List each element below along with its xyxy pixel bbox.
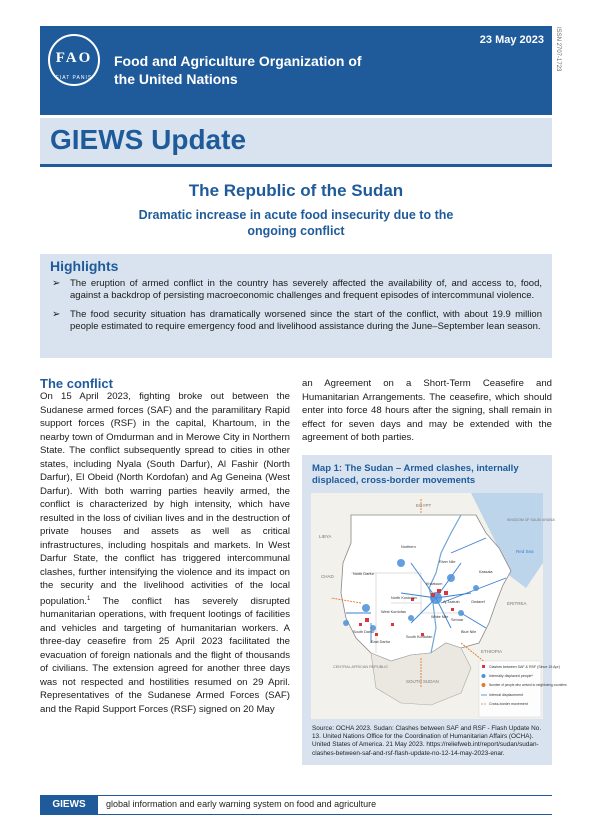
footer-tag: GIEWS (40, 796, 98, 814)
label-chad: CHAD (321, 574, 334, 579)
label-car: CENTRAL AFRICAN REPUBLIC (333, 665, 389, 669)
label-khartoum: Khartoum (426, 582, 443, 586)
label-eritrea: ERITREA (507, 601, 527, 606)
highlights-list (52, 278, 542, 340)
label-ethiopia: ETHIOPIA (481, 649, 503, 654)
label-south-sudan: SOUTH SUDAN (406, 679, 439, 684)
body-column-left: On 15 April 2023, fighting broke out between the Sudanese armed forces (SAF) and the paramilitary Rapid support forces (RSF) in the capital, Khartoum, in the nearby town of Omdurman and in Merowe City in Northern State. The conflict subsequently spread to cities in other states, including Nyala (South Darfur), Al Fashir (North Darfur), El Obeid (North Kordofan) and Ag Geneina (West Darfur). With both warring parties heavily armed, the conflict is characterized by high intensity, which have resulted in the loss of civilian lives and in the destruction of private houses and assets as well as critical infrastructures, including hospitals and markets. In West Darfur State, the conflict has triggered intercommunal clashes, further intensifying the violence and its impact on the security and the livelihood activities of the local population.$^1$ The conflict has severely disrupted humanitarian operations, with frequent lootings of facilities and vehicles and targeting of humanitarian workers. A three-day ceasefire from 25 April 2023 facilitated the evacuation of foreign nationals and the flight of thousands of civilians. The extension agreed for another three days was not respected and hostilities resumed on 29 April. Representatives of the Sudanese Armed Forces (SAF) and the Rapid Support Forces (RSF) signed on 20 May (40, 391, 290, 715)
footnote-marker: 1 (86, 595, 91, 602)
legend-clashes: Clashes between SAF & RSF (Since 15 Apr) (489, 665, 560, 669)
footer-description: global information and early warning system on food and agriculture (106, 799, 377, 809)
arrow-bullet-icon: ➢ (52, 309, 61, 320)
map-title: Map 1: The Sudan – Armed clashes, internally displaced, cross-border movements (312, 463, 519, 486)
label-blue-nile: Blue Nile (461, 630, 477, 634)
label-north-kordofan: North Kordofan (391, 596, 417, 600)
issn-number: ISSN 2707-1723 (555, 27, 561, 72)
footer-band (40, 795, 552, 815)
sudan-map (311, 493, 567, 719)
organization-name: Food and Agriculture Organization of the United Nations (114, 53, 362, 87)
highlights-box (40, 254, 552, 358)
arrow-bullet-icon: ➢ (52, 278, 61, 289)
fao-logo-motto: FIAT PANIS (55, 75, 93, 81)
header-band (40, 26, 552, 115)
fao-logo (48, 34, 100, 86)
label-north-darfur: North Darfur (353, 572, 374, 576)
legend-cross-border: Cross-border movement (489, 702, 528, 706)
series-title: GIEWS Update (50, 124, 247, 155)
legend-arrivals: Number of people who arrived to neighboring countries (489, 683, 567, 687)
label-sennar: Sennar (451, 618, 464, 622)
label-egypt: EGYPT (416, 503, 432, 508)
label-south-kordofan: South Kordofan (406, 635, 433, 639)
series-title-band (40, 118, 552, 167)
label-northern: Northern (401, 545, 416, 549)
label-river-nile: River Nile (439, 560, 456, 564)
label-west-kordofan: West Kordofan (381, 610, 407, 614)
label-saudi-arabia: KINGDOM OF SAUDI ARABIA (507, 518, 555, 522)
body-column-right: an Agreement on a Short-Term Ceasefire and Humanitarian Arrangements. The ceasefire, which should enter into force 48 hours after the signing, shall remain in effect for seven days and may be extended with the agreement of both parties. (302, 378, 552, 443)
legend-internal: Internal displacement (489, 693, 524, 697)
label-white-nile: White Nile (431, 615, 449, 619)
report-title: The Republic of the Sudan (188, 181, 404, 200)
label-aj-jazirah: Aj Jazirah (443, 600, 460, 604)
label-south-darfur: South Darfur (353, 630, 375, 634)
highlights-heading: Highlights (50, 258, 119, 274)
label-gedaref: Gedaref (471, 600, 485, 604)
publication-date: 23 May 2023 (479, 34, 544, 46)
highlight-item: ➢ The food security situation has dramatically worsened since the start of the conflict, with about 19.9 million people estimated to require emergency food and livelihood assistance during the June–September lean season. (52, 309, 542, 332)
label-kassala: Kassala (479, 570, 493, 574)
label-libya: LIBYA (319, 534, 332, 539)
label-east-darfur: East Darfur (371, 640, 391, 644)
label-red-sea: Red Sea (516, 549, 534, 554)
map-source: Source: OCHA 2023. Sudan: Clashes between SAF and RSF - Flash Update No. 13. United Nations Office for the Coordination of Humanitarian Affairs (OCHA). United States of America. 21 May 2023. https://reliefweb.int/report/sudan/sudan-clashes-between-saf-and-rsf-flash-update-no-12-14-may-2023-enar. (312, 725, 542, 757)
report-subtitle: Dramatic increase in acute food insecurity due to the ongoing conflict (138, 208, 454, 238)
highlight-item: ➢ The eruption of armed conflict in the country has severely affected the availability of, and access to, food, against a backdrop of persisting macroeconomic challenges and frequent episodes of intercommunal violence. (52, 278, 542, 301)
section-heading: The conflict (40, 376, 113, 391)
fao-logo-text: FAO (55, 50, 93, 66)
map-box (302, 455, 567, 765)
map-legend (479, 661, 567, 717)
legend-idp: Internally displaced people* (489, 674, 533, 678)
